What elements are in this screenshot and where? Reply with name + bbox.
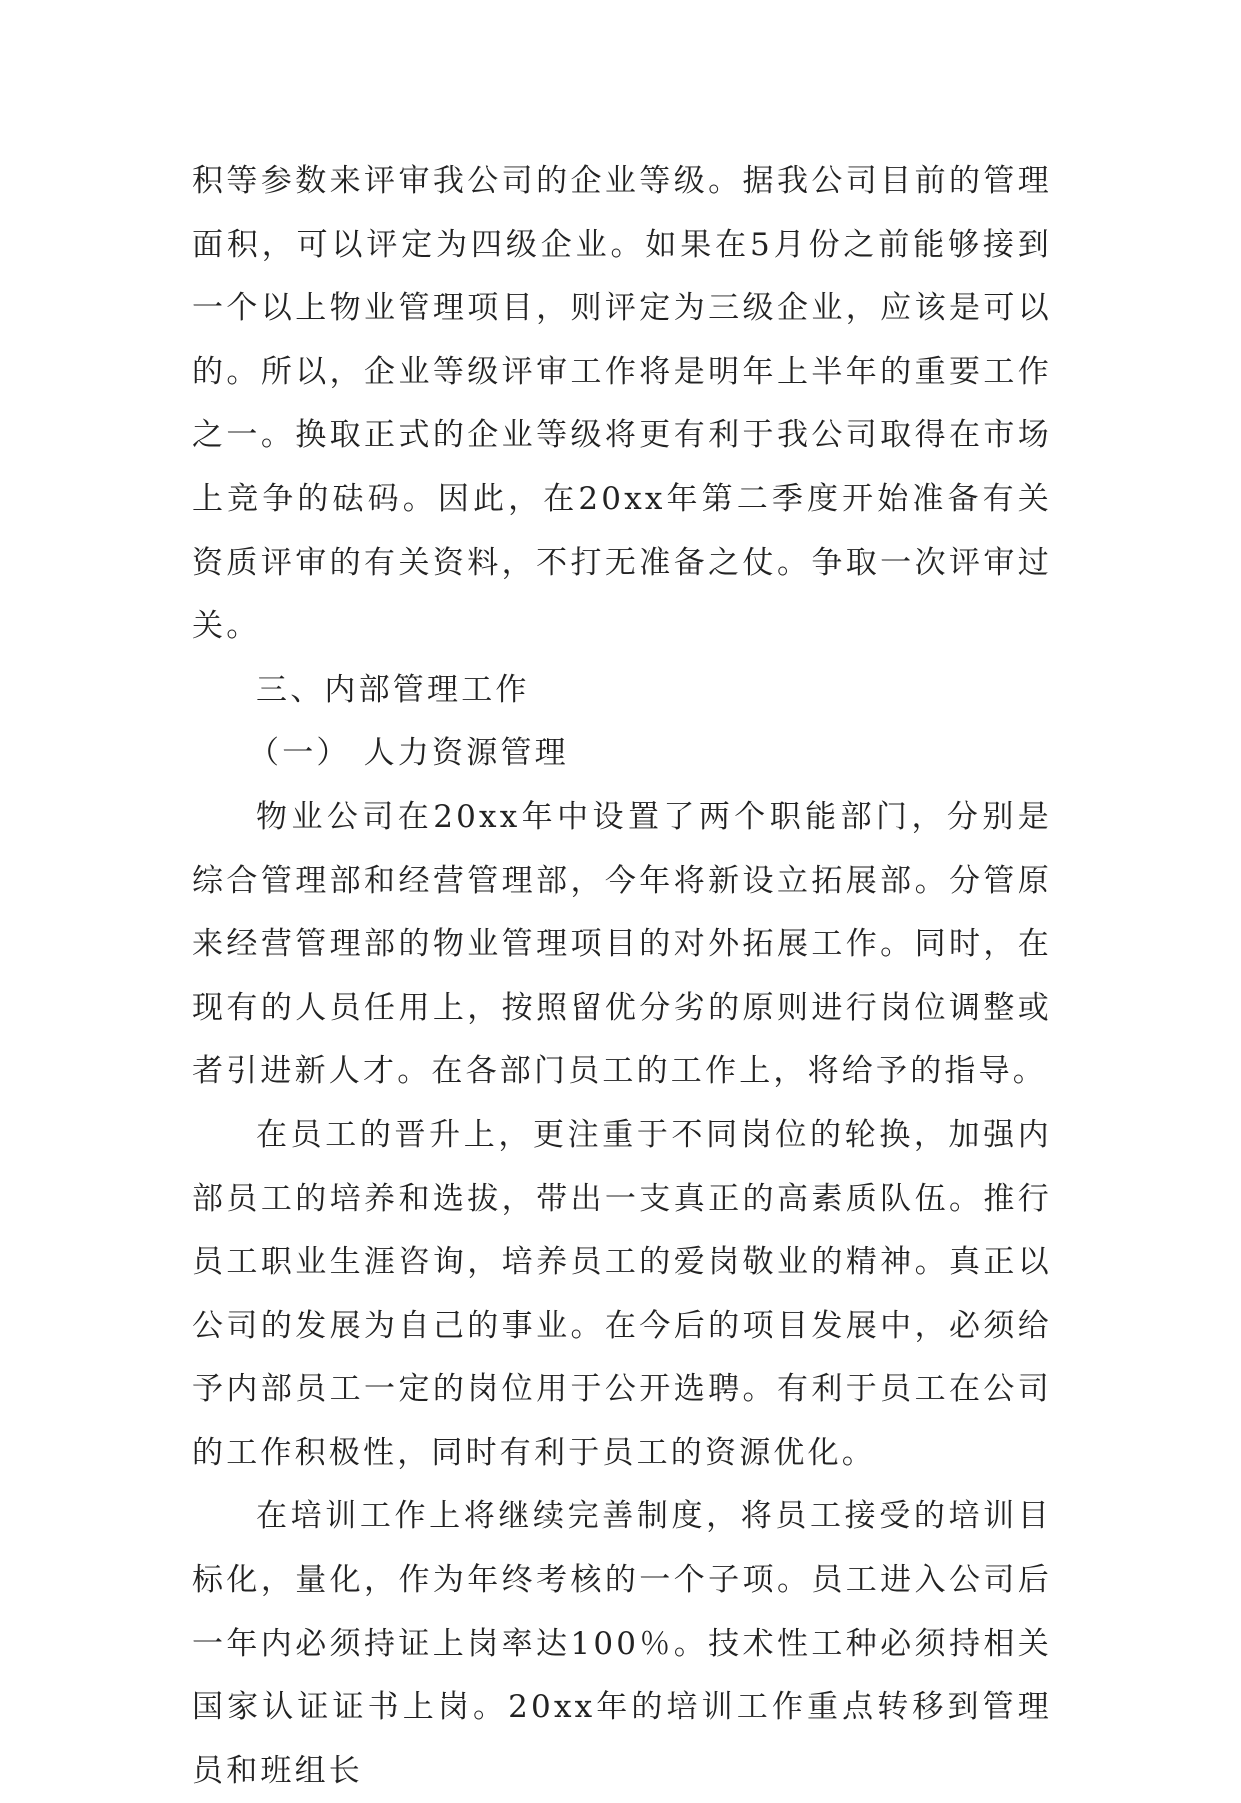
section-heading-internal-management: 三、内部管理工作: [256, 671, 530, 708]
document-body: [192, 150, 1052, 1803]
paragraph-training: 在培训工作上将继续完善制度，将员工接受的培训目标化，量化，作为年终考核的一个子项。员工进入公司后一年内必须持证上岗率达100％。技术性工种必须持相关国家认证证书上岗。20xx年的培训工作重点转移到管理员和班组长: [192, 1498, 1052, 1789]
paragraph-staff-promotion: 在员工的晋升上，更注重于不同岗位的轮换，加强内部员工的培养和选拔，带出一支真正的高素质队伍。推行员工职业生涯咨询，培养员工的爱岗敬业的精神。真正以公司的发展为自己的事业。在今后的项目发展中，必须给予内部员工一定的岗位用于公开选聘。有利于员工在公司的工作积极性，同时有利于员工的资源优化。: [192, 1116, 1052, 1471]
subsection-heading-human-resources: （一） 人力资源管理: [248, 735, 569, 772]
paragraph-departments: 物业公司在20xx年中设置了两个职能部门，分别是综合管理部和经营管理部，今年将新设立拓展部。分管原来经营管理部的物业管理项目的对外拓展工作。同时，在现有的人员任用上，按照留优分劣的原则进行岗位调整或者引进新人才。在各部门员工的工作上，将给予的指导。: [192, 798, 1052, 1090]
paragraph-enterprise-grade-review: 积等参数来评审我公司的企业等级。据我公司目前的管理面积，可以评定为四级企业。如果在5月份之前能够接到一个以上物业管理项目，则评定为三级企业，应该是可以的。所以，企业等级评审工作将是明年上半年的重要工作之一。换取正式的企业等级将更有利于我公司取得在市场上竞争的砝码。因此，在20xx年第二季度开始准备有关资质评审的有关资料，不打无准备之仗。争取一次评审过关。: [192, 163, 1052, 645]
